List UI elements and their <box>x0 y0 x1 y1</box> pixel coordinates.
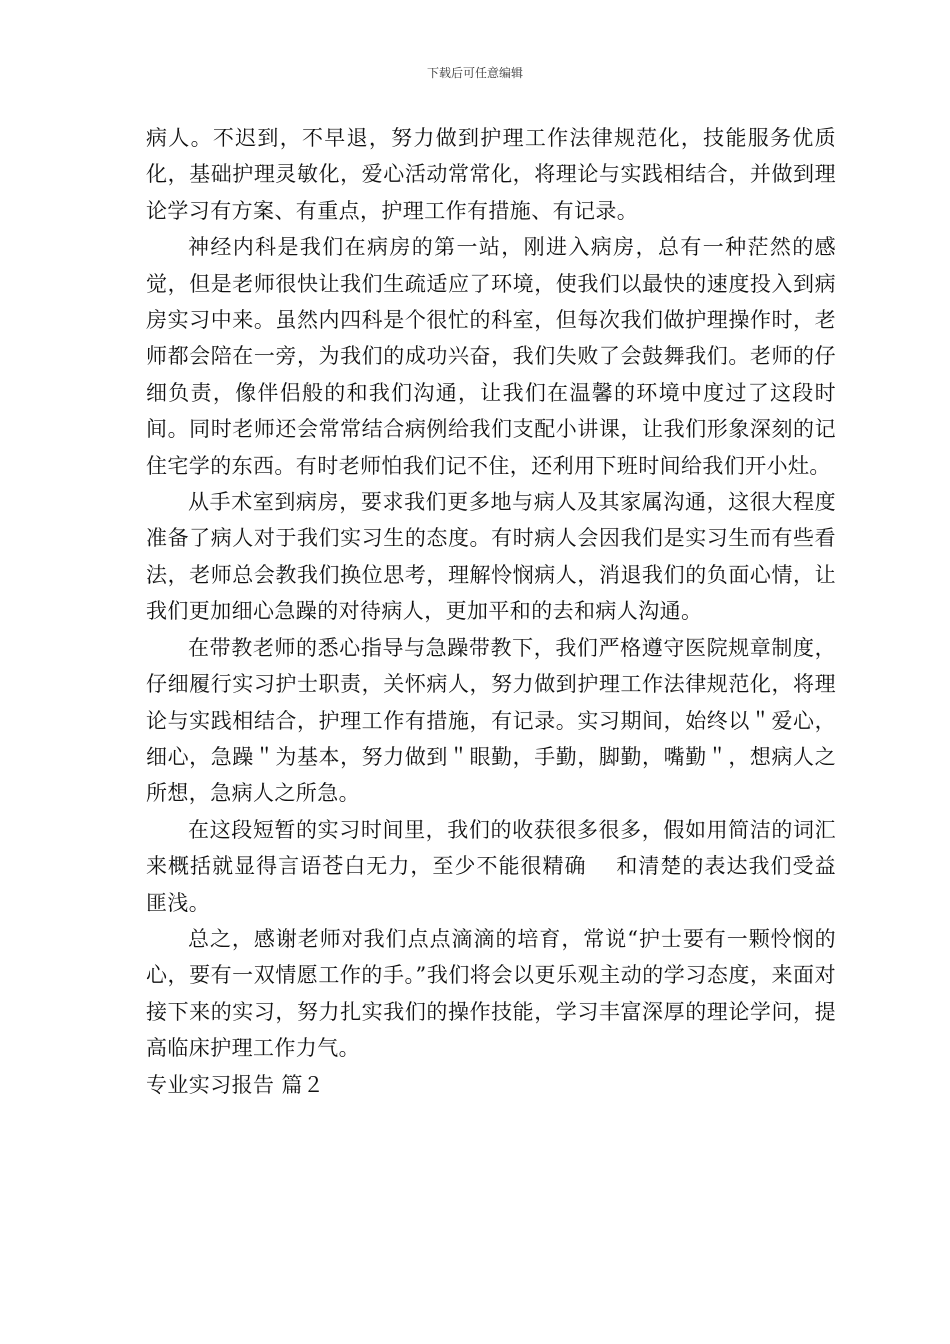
paragraph-2: 神经内科是我们在病房的第一站，刚进入病房，总有一种茫然的感觉，但是老师很快让我们生疏适应了环境，使我们以最快的速度投入到病房实习中来。虽然内四科是个很忙的科室，但每次我们做护理操作时，老师都会陪在一旁，为我们的成功兴奋，我们失败了会鼓舞我们。老师的仔细负责，像伴侣般的和我们沟通，让我们在温馨的环境中度过了这段时间。同时老师还会常常结合病例给我们支配小讲课，让我们形象深刻的记住宅学的东西。有时老师怕我们记不住，还利用下班时间给我们开小灶。 <box>146 235 836 478</box>
paragraph-5: 在这段短暂的实习时间里，我们的收获很多很多，假如用简洁的词汇来概括就显得言语苍白无力，至少不能很精确 和清楚的表达我们受益匪浅。 <box>146 817 836 915</box>
paragraph-1: 病人。不迟到，不早退，努力做到护理工作法律规范化，技能服务优质化，基础护理灵敏化，爱心活动常常化，将理论与实践相结合，并做到理论学习有方案、有重点，护理工作有措施、有记录。 <box>146 126 836 223</box>
paragraph-3: 从手术室到病房，要求我们更多地与病人及其家属沟通，这很大程度准备了病人对于我们实习生的态度。有时病人会因我们是实习生而有些看法，老师总会教我们换位思考，理解怜悯病人，消退我们的负面心情，让我们更加细心急躁的对待病人，更加平和的去和病人沟通。 <box>146 490 836 624</box>
page-header-note: 下载后可任意编辑 <box>426 66 523 80</box>
document-body <box>146 120 836 1103</box>
section-heading: 专业实习报告 篇２ <box>146 1072 325 1097</box>
paragraph-4: 在带教老师的悉心指导与急躁带教下，我们严格遵守医院规章制度，仔细履行实习护士职责，关怀病人，努力做到护理工作法律规范化，将理论与实践相结合，护理工作有措施，有记录。实习期间，始终以＂爱心，细心，急躁＂为基本，努力做到＂眼勤，手勤，脚勤，嘴勤＂，想病人之所想，急病人之所急。 <box>146 635 836 806</box>
paragraph-6: 总之，感谢老师对我们点点滴滴的培育，常说“护士要有一颗怜悯的心，要有一双情愿工作的手。”我们将会以更乐观主动的学习态度，来面对接下来的实习，努力扎实我们的操作技能，学习丰富深厚的理论学问，提高临床护理工作力气。 <box>146 926 836 1061</box>
